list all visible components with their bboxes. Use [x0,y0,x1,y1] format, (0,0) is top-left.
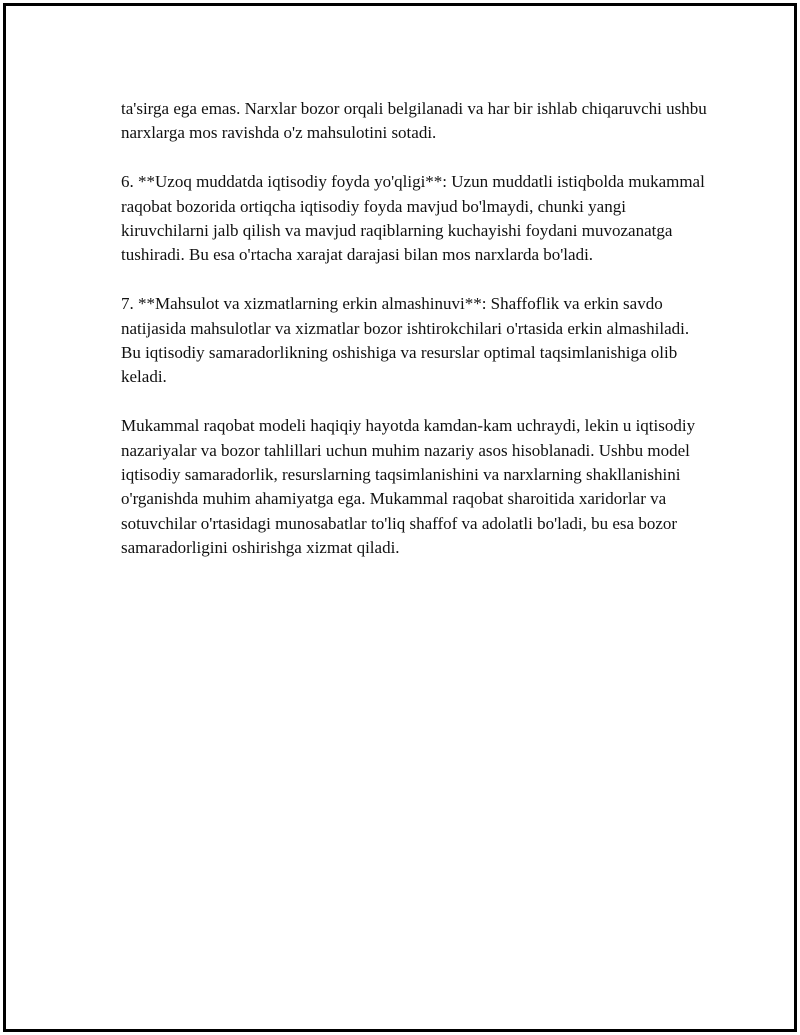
paragraph-continuation: ta'sirga ega emas. Narxlar bozor orqali belgilanadi va har bir ishlab chiqaruvchi ushbu narxlarga mos ravishda o'z mahsulotini sotadi. [121,99,707,143]
paragraph-conclusion: Mukammal raqobat modeli haqiqiy hayotda kamdan-kam uchraydi, lekin u iqtisodiy nazariyalar va bozor tahlillari uchun muhim nazariy asos hisoblanadi. Ushbu model iqtisodiy samaradorlik, resurslarning taqsimlanishini va narxlarning shakllanishini o'rganishda muhim ahamiyatga ega. Mukammal raqobat sharoitida xaridorlar va sotuvchilar o'rtasidagi munosabatlar to'liq shaffof va adolatli bo'ladi, bu esa bozor samaradorligini oshirishga xizmat qiladi. [121,416,696,558]
document-body [121,97,711,585]
paragraph-point-6: 6. **Uzoq muddatda iqtisodiy foyda yo'qligi**: Uzun muddatli istiqbolda mukammal raqobat bozorida ortiqcha iqtisodiy foyda mavjud bo'lmaydi, chunki yangi kiruvchilarni jalb qilish va mavjud raqiblarning kuchayishi foydani muvozanatga tushiradi. Bu esa o'rtacha xarajat darajasi bilan mos narxlarda bo'ladi. [121,172,705,265]
page-frame [3,3,797,1032]
paragraph-point-7: 7. **Mahsulot va xizmatlarning erkin almashinuvi**: Shaffoflik va erkin savdo natijasida mahsulotlar va xizmatlar bozor ishtirokchilari o'rtasida erkin almashiladi. Bu iqtisodiy samaradorlikning oshishiga va resurslar optimal taqsimlanishiga olib keladi. [121,294,690,387]
